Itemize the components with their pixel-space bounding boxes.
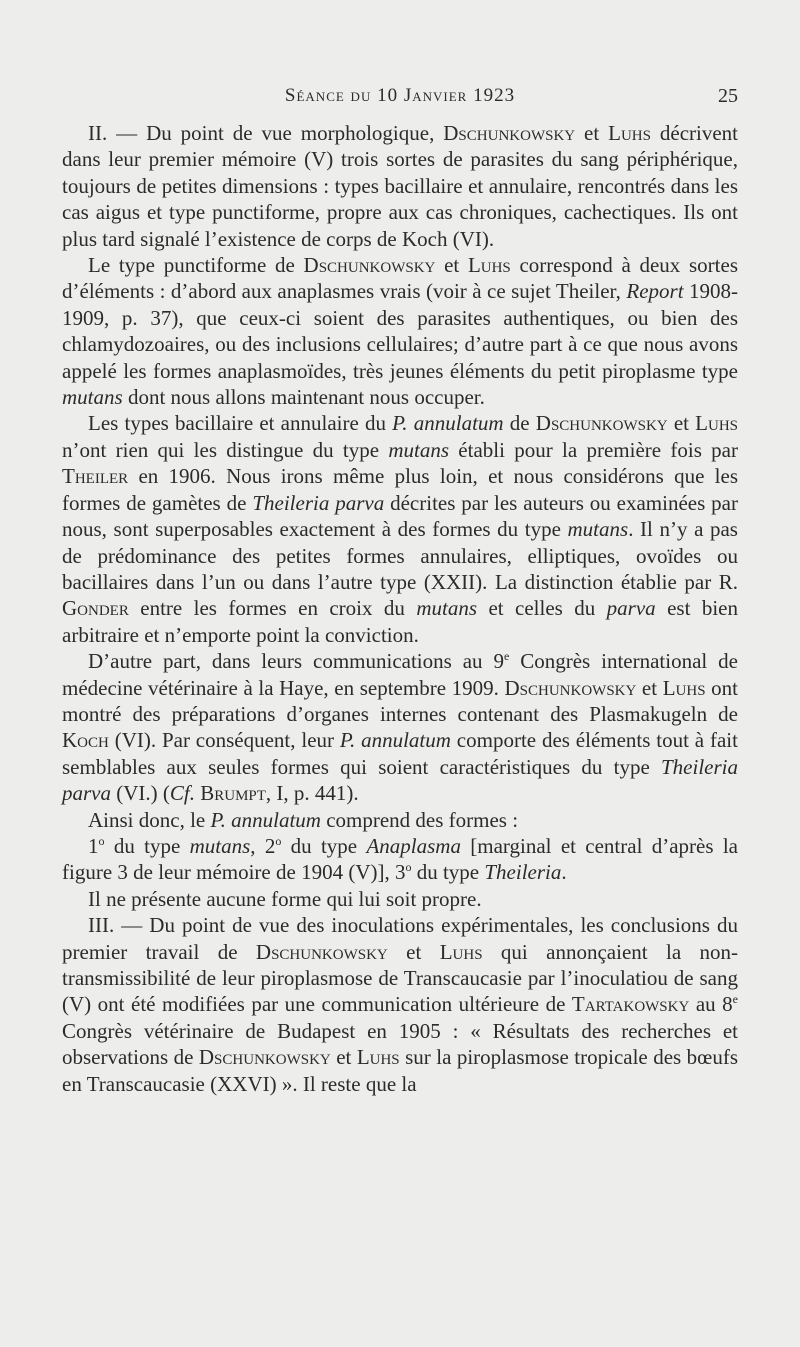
text-run: n’ont rien qui les distingue du type	[62, 437, 389, 462]
italic-text: Theileria parva	[252, 490, 385, 515]
text-run: décrivent dans leur premier mémoire (V) trois sortes de parasites du sang périphérique, toujours de petites dimensions : types bacillaire et annulaire, rencontrés dans les cas aigus et type punctiforme, propre aux cas chroniques, cachectiques. Ils ont plus tard signalé l’existence de corps de Koch (VI).	[62, 121, 739, 251]
italic-text: mutans	[388, 437, 450, 462]
paragraph	[62, 807, 738, 833]
text-run: Ainsi donc, le	[88, 807, 211, 832]
author-name: Luhs	[695, 411, 738, 436]
text-run: (VI). Par conséquent, leur	[108, 728, 340, 753]
text-run: est bien arbitraire et n’emporte point la conviction.	[62, 596, 738, 647]
author-name: Gonder	[62, 596, 129, 621]
text-run: du type	[281, 833, 367, 858]
author-name: Dschunkowsky	[198, 1045, 331, 1070]
text-run: D’autre part, dans leurs communications au 9	[88, 649, 504, 674]
italic-text: Cf.	[169, 781, 195, 806]
author-name: Luhs	[608, 121, 651, 145]
italic-text: mutans	[567, 517, 629, 542]
author-name: Dschunkowsky	[255, 939, 388, 964]
superscript: o	[98, 833, 105, 848]
text-run: en 1906. Nous irons même plus loin, et nous considérons que les formes de gamètes de	[62, 464, 738, 515]
text-run: et	[636, 675, 663, 700]
author-name: Koch	[62, 728, 109, 753]
author-name: Theiler	[62, 464, 129, 489]
text-run: sur la piroplasmose tropicale des bœufs en Transcaucasie (XXVI) ». Il reste que la	[62, 1045, 738, 1096]
author-name: Luhs	[356, 1045, 400, 1070]
text-run: , 2	[250, 833, 276, 858]
italic-text: P. annulatum	[392, 411, 504, 436]
text-run: .	[561, 860, 567, 885]
text-run: dont nous allons maintenant nous occuper.	[122, 385, 485, 410]
superscript: e	[732, 992, 738, 1007]
italic-text: mutans	[189, 833, 251, 858]
paragraph	[62, 410, 738, 648]
text-run: qui annonçaient la non-transmissibilité de leur piroplasmose de Transcaucasie par l’inoculatiou de sang (V) ont été modifiées par une communication ultérieure de	[62, 939, 739, 1017]
text-run: II. — Du point de vue morphologique,	[88, 121, 444, 145]
text-run: de	[503, 411, 536, 436]
paragraph	[62, 252, 738, 410]
text-run: . Il n’y a pas de prédominance des petites formes annulaires, elliptiques, ovoïdes ou bacillaires dans l’un ou dans l’autre type (XXII). La distinction établie par R.	[62, 517, 738, 594]
text-run: au 8	[689, 992, 733, 1017]
body-text	[62, 120, 738, 1097]
text-run: Le type punctiforme de	[88, 253, 304, 278]
text-run: 1	[88, 833, 99, 858]
paragraph	[62, 833, 738, 886]
paragraph	[62, 648, 738, 806]
italic-text: mutans	[62, 385, 123, 410]
italic-text: Theileria	[484, 860, 562, 885]
text-run: , I, p. 441).	[265, 781, 359, 806]
text-run: Les types bacillaire et annulaire du	[88, 411, 393, 436]
text-run: entre les formes en croix du	[128, 596, 417, 621]
author-name: Dschunkowsky	[443, 121, 576, 145]
text-run: et celles du	[477, 596, 607, 621]
text-run: et	[575, 121, 609, 145]
text-run: Congrès international de médecine vétérinaire à la Haye, en septembre 1909.	[62, 649, 738, 700]
superscript: o	[275, 833, 282, 848]
text-run: 1908-1909, p. 37), que ceux-ci soient des parasites authentiques, ou bien des chlamydozoaires, ou des inclusions cellulaires; d’autre part à ce que nous avons appelé les formes anaplasmoïdes, très jeunes éléments du petit piroplasme type	[62, 279, 738, 383]
paragraph	[62, 912, 738, 1097]
text-run: et	[387, 939, 440, 964]
text-run: (VI.) (	[111, 781, 170, 806]
author-name: Brumpt	[200, 781, 266, 806]
text-run: et	[667, 411, 696, 436]
paragraph	[62, 120, 738, 252]
italic-text: mutans	[416, 596, 478, 621]
text-run: du type	[411, 860, 485, 885]
author-name: Tartakowsky	[571, 992, 690, 1017]
italic-text: Anaplasma	[366, 833, 461, 858]
paragraph	[62, 886, 738, 912]
text-run: comporte des éléments tout à fait semblables aux seules formes qui soient caractéristiques du type	[62, 728, 738, 779]
author-name: Dschunkowsky	[535, 411, 668, 436]
text-run: Il ne présente aucune forme qui lui soit propre.	[88, 886, 482, 911]
italic-text: P. annulatum	[210, 807, 321, 832]
page-header	[62, 85, 738, 113]
text-run: [marginal et central d’après la figure 3 de leur mémoire de 1904 (V)], 3	[62, 833, 738, 885]
running-head: Séance du 10 Janvier 1923	[284, 85, 516, 106]
page-number: 25	[718, 85, 738, 107]
italic-text: parva	[606, 596, 656, 621]
text-run: Congrès vétérinaire de Budapest en 1905 : « Résultats des recherches et observations de	[62, 1018, 738, 1070]
superscript: o	[405, 860, 412, 875]
text-run: correspond à deux sortes d’éléments : d’abord aux anaplasmes vrais (voir à ce sujet Theiler,	[62, 253, 738, 304]
italic-text: Report	[626, 279, 684, 304]
text-run: III. — Du point de vue des inoculations expérimentales, les conclusions du premier travail de	[62, 913, 738, 964]
text-run: décrites par les auteurs ou examinées par nous, sont superposables exactement à des formes du type	[62, 490, 738, 542]
author-name: Luhs	[439, 939, 483, 964]
text-run: du type	[104, 833, 190, 858]
text-run: et	[330, 1045, 357, 1070]
text-run: établi pour la première fois par	[449, 437, 738, 462]
italic-text: Theileria parva	[62, 754, 738, 806]
text-run: et	[435, 253, 468, 278]
text-run: ont montré des préparations d’organes internes contenant des Plasmakugeln de	[62, 675, 738, 726]
author-name: Luhs	[662, 675, 706, 700]
author-name: Luhs	[467, 253, 511, 278]
author-name: Dschunkowsky	[303, 253, 436, 278]
superscript: e	[503, 649, 510, 664]
text-run: comprend des formes :	[320, 807, 519, 832]
author-name: Dschunkowsky	[504, 675, 637, 700]
italic-text: P. annulatum	[339, 728, 451, 753]
